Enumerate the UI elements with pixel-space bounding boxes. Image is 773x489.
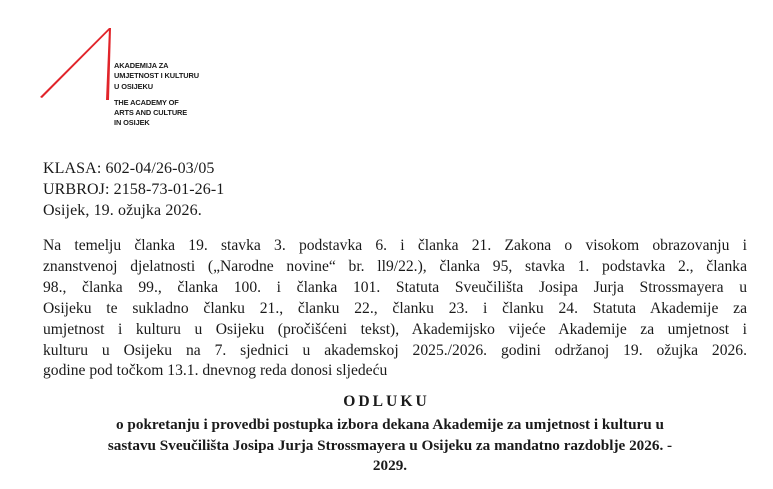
logo-line: AKADEMIJA ZA: [114, 61, 169, 70]
letterhead: [0, 0, 773, 150]
paragraph-line: Na temelju članka 19. stavka 3. podstavka 6. i članka 21. Zakona o visokom obrazovanju i: [43, 237, 747, 254]
decision-title: ODLUKU: [343, 393, 430, 410]
paragraph-line: godine pod točkom 13.1. dnevnog reda donosi sljedeću: [43, 362, 388, 380]
logo-line: U OSIJEKU: [114, 81, 153, 91]
logo-line: UMJETNOST I KULTURU: [114, 71, 200, 81]
logo-red-diagonal: [40, 28, 110, 98]
klasa-number: KLASA: 602-04/26-03/05: [43, 160, 215, 177]
document-date: Osijek, 19. ožujka 2026.: [43, 202, 202, 219]
paragraph-line: kulturu u Osijeku na 7. sjednici u akademskoj 2025./2026. godini održanoj 19. ožujka 2026.: [43, 341, 747, 359]
subtitle-line: o pokretanju i provedbi postupka izbora dekana Akademije za umjetnost i kulturu u: [116, 416, 664, 433]
paragraph-line: Osijeku te sukladno članku 21., članku 22., članku 23. i članku 24. Statuta Akademije za: [43, 299, 747, 317]
urbroj-number: URBROJ: 2158-73-01-26-1: [43, 181, 225, 198]
paragraph-line: znanstvenoj djelatnosti („Narodne novine“ br. ll9/22.), članka 95, stavka 1. podstavka 2., članka: [43, 257, 747, 275]
academy-name: [114, 61, 199, 129]
legal-basis-paragraph: [43, 236, 747, 382]
logo-red-stroke: [106, 28, 111, 100]
academy-logo-icon: [40, 28, 112, 100]
logo-line: THE ACADEMY OF: [114, 97, 179, 107]
subtitle-line: 2029.: [372, 457, 408, 474]
subtitle-line: sastavu Sveučilišta Josipa Jurja Strossmayera u Osijeku za mandatno razdoblje 2026. -: [107, 436, 673, 454]
paragraph-line: 98., članka 99., članka 100. i članka 101. Statuta Sveučilišta Josipa Jurja Strossmayera u: [43, 278, 747, 296]
document-reference: [43, 158, 224, 221]
logo-line: ARTS AND CULTURE: [114, 108, 188, 118]
paragraph-line: umjetnost i kulturu u Osijeku (pročišćeni tekst), Akademijsko vijeće Akademije za umjetnost i: [43, 320, 747, 338]
logo-line: IN OSIJEK: [114, 118, 150, 128]
decision-subtitle: [30, 415, 750, 477]
